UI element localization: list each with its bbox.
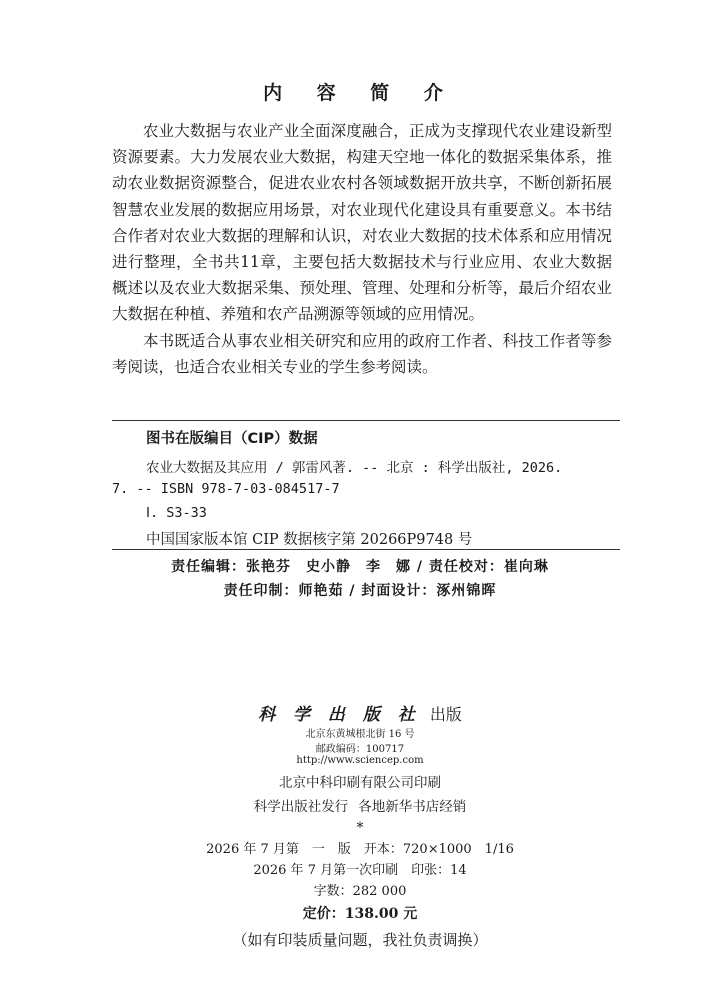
cip-top-divider — [112, 420, 620, 421]
separator-star: * — [356, 820, 364, 836]
publisher-address: 北京东黄城根北街 16 号 — [305, 729, 415, 740]
quality-notice: （如有印装质量问题，我社负责调换） — [232, 931, 488, 949]
publisher-line — [0, 700, 720, 725]
word-count: 字数：282 000 — [313, 884, 407, 899]
production-credits: 责任印制：师艳茹 / 封面设计：涿州锦晖 — [223, 583, 497, 599]
page-title: 内 容 简 介 — [263, 82, 457, 104]
cip-line-3: Ⅰ. S3-33 — [146, 505, 207, 521]
cip-line-2: 7. -- ISBN 978-7-03-084517-7 — [112, 481, 340, 497]
cip-line-1: 农业大数据及其应用 / 郭雷风著. -- 北京 : 科学出版社, 2026. — [146, 460, 563, 476]
cip-line-4: 中国国家版本馆 CIP 数据核字第 20266P9748 号 — [146, 532, 473, 548]
intro-paragraph-1: 农业大数据与农业产业全面深度融合，正成为支撑现代农业建设新型资源要素。大力发展农业大数据，构建天空地一体化的数据采集体系，推动农业数据资源整合，促进农业农村各领域数据开放共享，不断创新拓展智慧农业发展的数据应用场景，对农业现代化建设具有重要意义。本书结合作者对农业大数据的理解和认识，对农业大数据的技术体系和应用情况进行整理，全书共11章，主要包括大数据技术与行业应用、农业大数据概述以及农业大数据采集、预处理、管理、处理和分析等，最后介绍农业大数据在种植、养殖和农产品溯源等领域的应用情况。 — [112, 122, 612, 324]
edition-line-1: 2026 年 7 月第 一 版 开本：720×1000 1/16 — [206, 842, 514, 857]
editor-credits: 责任编辑：张艳芬 史小静 李 娜 / 责任校对：崔向琳 — [171, 559, 549, 575]
publisher-suffix: 出版 — [429, 705, 462, 724]
publisher-name: 科 学 出 版 社 — [258, 705, 421, 725]
distribution-info — [0, 795, 720, 815]
publisher-zip: 邮政编码：100717 — [315, 744, 405, 755]
edition-line-2: 2026 年 7 月第一次印刷 印张：14 — [253, 863, 467, 878]
cip-title: 图书在版编目（CIP）数据 — [146, 431, 318, 447]
introduction-text — [112, 118, 612, 380]
price: 定价：138.00 元 — [302, 906, 418, 922]
distribution-publisher: 科学出版社发行 — [253, 799, 349, 815]
cip-bottom-divider — [112, 549, 620, 550]
intro-paragraph-2: 本书既适合从事农业相关研究和应用的政府工作者、科技工作者等参考阅读，也适合农业相关专业的学生参考阅读。 — [112, 331, 612, 376]
printer-info: 北京中科印刷有限公司印刷 — [279, 775, 441, 791]
publisher-url: http://www.sciencep.com — [296, 755, 424, 766]
distribution-retail: 各地新华书店经销 — [358, 799, 467, 815]
